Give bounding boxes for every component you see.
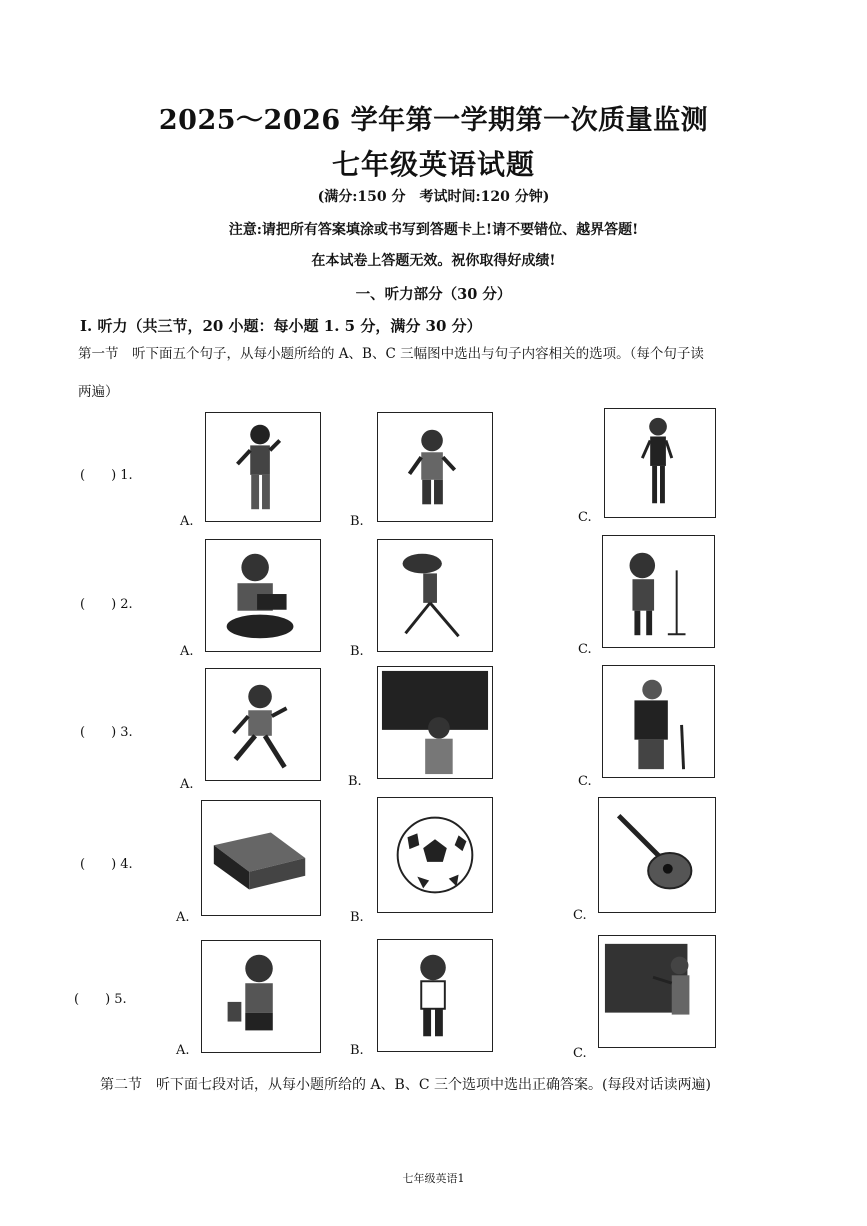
option-label: C. bbox=[578, 510, 592, 525]
exam-meta: (满分:150 分 考试时间:120 分钟) bbox=[317, 189, 550, 205]
teacher-blackboard-icon bbox=[377, 666, 493, 779]
exam-note-line-1: 注意:请把所有答案填涂或书写到答题卡上!请不要错位、越界答题! bbox=[228, 222, 639, 238]
option-label: B. bbox=[350, 514, 364, 529]
option-label: A. bbox=[176, 1043, 190, 1058]
exam-note-line-2: 在本试卷上答题无效。祝你取得好成绩! bbox=[311, 253, 556, 269]
option-label: A. bbox=[176, 910, 190, 925]
option-label: C. bbox=[578, 774, 592, 789]
section-2-instruction: 第二节 听下面七段对话，从每小题所给的 A、B、C 三个选项中选出正确答案。(每段对话读两遍) bbox=[100, 1077, 711, 1093]
option-label: A. bbox=[180, 644, 194, 659]
section-title: 一、听力部分（30 分） bbox=[355, 286, 512, 303]
boy-running-icon bbox=[205, 668, 321, 781]
boy-waving-icon bbox=[377, 412, 493, 522]
question-number: ( ) 5. bbox=[74, 992, 127, 1007]
option-label: C. bbox=[573, 1046, 587, 1061]
schoolgirl-icon bbox=[201, 940, 321, 1053]
part-1-instruction: 第一节 听下面五个句子，从每小题所给的 A、B、C 三幅图中选出与句子内容相关的选项。（每个句子读 bbox=[78, 346, 704, 362]
teacher-pointing-icon bbox=[598, 935, 716, 1048]
exam-subtitle: 七年级英语试题 bbox=[331, 148, 535, 181]
book-icon bbox=[201, 800, 321, 916]
girl-standing-icon bbox=[604, 408, 716, 518]
option-label: C. bbox=[578, 642, 592, 657]
part-1-instruction-cont: 两遍） bbox=[78, 384, 119, 400]
question-number: ( ) 3. bbox=[80, 725, 133, 740]
option-label: A. bbox=[180, 777, 194, 792]
boy-eating-icon bbox=[377, 939, 493, 1052]
exam-title: 2025～2026 学年第一学期第一次质量监测 bbox=[158, 105, 709, 136]
option-label: B. bbox=[348, 774, 362, 789]
boy-standing-icon bbox=[205, 412, 321, 522]
option-label: B. bbox=[350, 644, 364, 659]
option-label: B. bbox=[350, 910, 364, 925]
part-1-title: Ⅰ. 听力（共三节，20 小题：每小题 1. 5 分，满分 30 分） bbox=[80, 317, 482, 335]
option-label: B. bbox=[350, 1043, 364, 1058]
girl-singing-icon bbox=[602, 535, 715, 648]
option-label: C. bbox=[573, 908, 587, 923]
question-number: ( ) 2. bbox=[80, 597, 133, 612]
soccer-ball-icon bbox=[377, 797, 493, 913]
option-label: A. bbox=[180, 514, 194, 529]
girl-reading-icon bbox=[205, 539, 321, 652]
question-number: ( ) 4. bbox=[80, 857, 133, 872]
guitar-icon bbox=[598, 797, 716, 913]
question-number: ( ) 1. bbox=[80, 468, 133, 483]
old-man-cane-icon bbox=[602, 665, 715, 778]
page-footer: 七年级英语1 bbox=[402, 1172, 465, 1185]
girl-dancing-icon bbox=[377, 539, 493, 652]
